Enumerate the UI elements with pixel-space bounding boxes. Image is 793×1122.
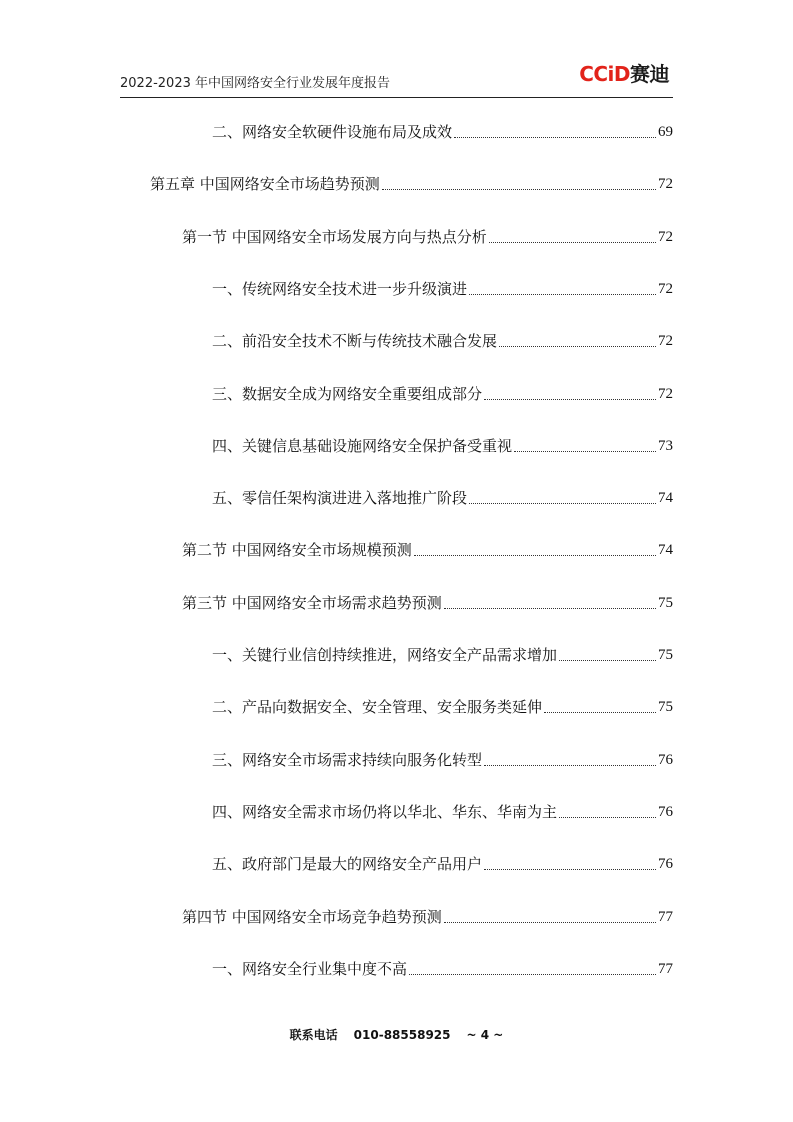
toc-entry[interactable] [212, 641, 673, 665]
toc-dot-leader [484, 399, 656, 400]
toc-entry-page: 73 [658, 437, 673, 454]
toc-entry-page: 77 [658, 908, 673, 925]
toc-entry[interactable] [212, 380, 673, 404]
toc-entry-page: 76 [658, 803, 673, 820]
toc-dot-leader [489, 242, 656, 243]
toc-entry-page: 72 [658, 228, 673, 245]
toc-dot-leader [414, 555, 656, 556]
toc-entry[interactable] [212, 484, 673, 508]
toc-dot-leader [514, 451, 656, 452]
toc-entry-title: 四、网络安全需求市场仍将以华北、华东、华南为主 [212, 802, 558, 821]
toc-entry[interactable] [182, 223, 673, 247]
toc-entry-page: 74 [658, 490, 673, 507]
toc-entry-page: 76 [658, 856, 673, 873]
logo-cn-text: 赛迪 [630, 62, 669, 86]
toc-dot-leader [469, 294, 656, 295]
toc-dot-leader [559, 660, 656, 661]
toc-entry-page: 75 [658, 699, 673, 716]
header-divider [120, 97, 673, 98]
toc-entry-title: 第四节 中国网络安全市场竞争趋势预测 [182, 907, 442, 926]
toc-entry-title: 第五章 中国网络安全市场趋势预测 [150, 175, 380, 194]
toc-entry-page: 75 [658, 647, 673, 663]
contact-phone: 010-88558925 [353, 1028, 451, 1042]
toc-dot-leader [544, 712, 656, 713]
toc-entry[interactable] [212, 693, 673, 717]
toc-entry[interactable] [212, 432, 673, 456]
toc-entry[interactable] [212, 118, 673, 142]
toc-entry-title: 第三节 中国网络安全市场需求趋势预测 [182, 593, 442, 612]
toc-entry[interactable] [212, 746, 673, 770]
toc-entry-page: 77 [658, 960, 673, 977]
toc-entry-title: 一、关键行业信创持续推进，网络安全产品需求增加 [212, 646, 558, 664]
toc-entry-title: 第一节 中国网络安全市场发展方向与热点分析 [182, 227, 487, 246]
page-footer [0, 1026, 793, 1043]
toc-entry-page: 72 [658, 176, 673, 193]
toc-entry[interactable] [182, 536, 673, 560]
toc-entry-title: 五、政府部门是最大的网络安全产品用户 [212, 855, 483, 874]
toc-entry-title: 三、数据安全成为网络安全重要组成部分 [212, 384, 483, 403]
toc-entry-page: 72 [658, 280, 673, 297]
toc-entry[interactable] [182, 589, 673, 613]
toc-entry-title: 二、产品向数据安全、安全管理、安全服务类延伸 [212, 698, 543, 717]
toc-entry[interactable] [182, 903, 673, 927]
toc-entry[interactable] [150, 170, 673, 194]
page-header [120, 56, 673, 96]
toc-dot-leader [499, 346, 656, 347]
toc-entry[interactable] [212, 327, 673, 351]
report-title: 2022-2023 年中国网络安全行业发展年度报告 [120, 76, 390, 91]
toc-dot-leader [444, 608, 656, 609]
toc-entry-title: 二、前沿安全技术不断与传统技术融合发展 [212, 332, 498, 351]
toc-dot-leader [454, 137, 656, 138]
toc-entry[interactable] [212, 798, 673, 822]
toc-dot-leader [409, 974, 656, 975]
toc-dot-leader [484, 869, 656, 870]
toc-dot-leader [444, 922, 656, 923]
logo-ccid-text: CCiD [579, 62, 630, 86]
toc-entry-title: 三、网络安全市场需求持续向服务化转型 [212, 750, 483, 769]
toc-entry-title: 五、零信任架构演进进入落地推广阶段 [212, 489, 468, 508]
toc-entry-title: 四、关键信息基础设施网络安全保护备受重视 [212, 436, 513, 455]
toc-entry-page: 69 [658, 124, 673, 140]
toc-entry[interactable] [212, 955, 673, 979]
toc-dot-leader [484, 765, 656, 766]
toc-entry-title: 一、网络安全行业集中度不高 [212, 959, 408, 978]
toc-entry-title: 一、传统网络安全技术进一步升级演进 [212, 279, 468, 298]
toc-entry-page: 74 [658, 542, 673, 559]
contact-label: 联系电话 [289, 1028, 338, 1042]
toc-entry-page: 72 [658, 385, 673, 402]
toc-entry-title: 二、网络安全软硬件设施布局及成效 [212, 123, 453, 141]
ccid-logo [579, 58, 669, 87]
toc-entry-page: 75 [658, 594, 673, 611]
toc-entry-page: 76 [658, 751, 673, 768]
toc-entry-page: 72 [658, 333, 673, 350]
page-number: ~ 4 ~ [466, 1028, 504, 1042]
toc-dot-leader [382, 189, 656, 190]
toc-dot-leader [469, 503, 656, 504]
toc-dot-leader [559, 817, 656, 818]
toc-entry-title: 第二节 中国网络安全市场规模预测 [182, 541, 412, 560]
toc-entry[interactable] [212, 275, 673, 299]
toc-entry[interactable] [212, 850, 673, 874]
